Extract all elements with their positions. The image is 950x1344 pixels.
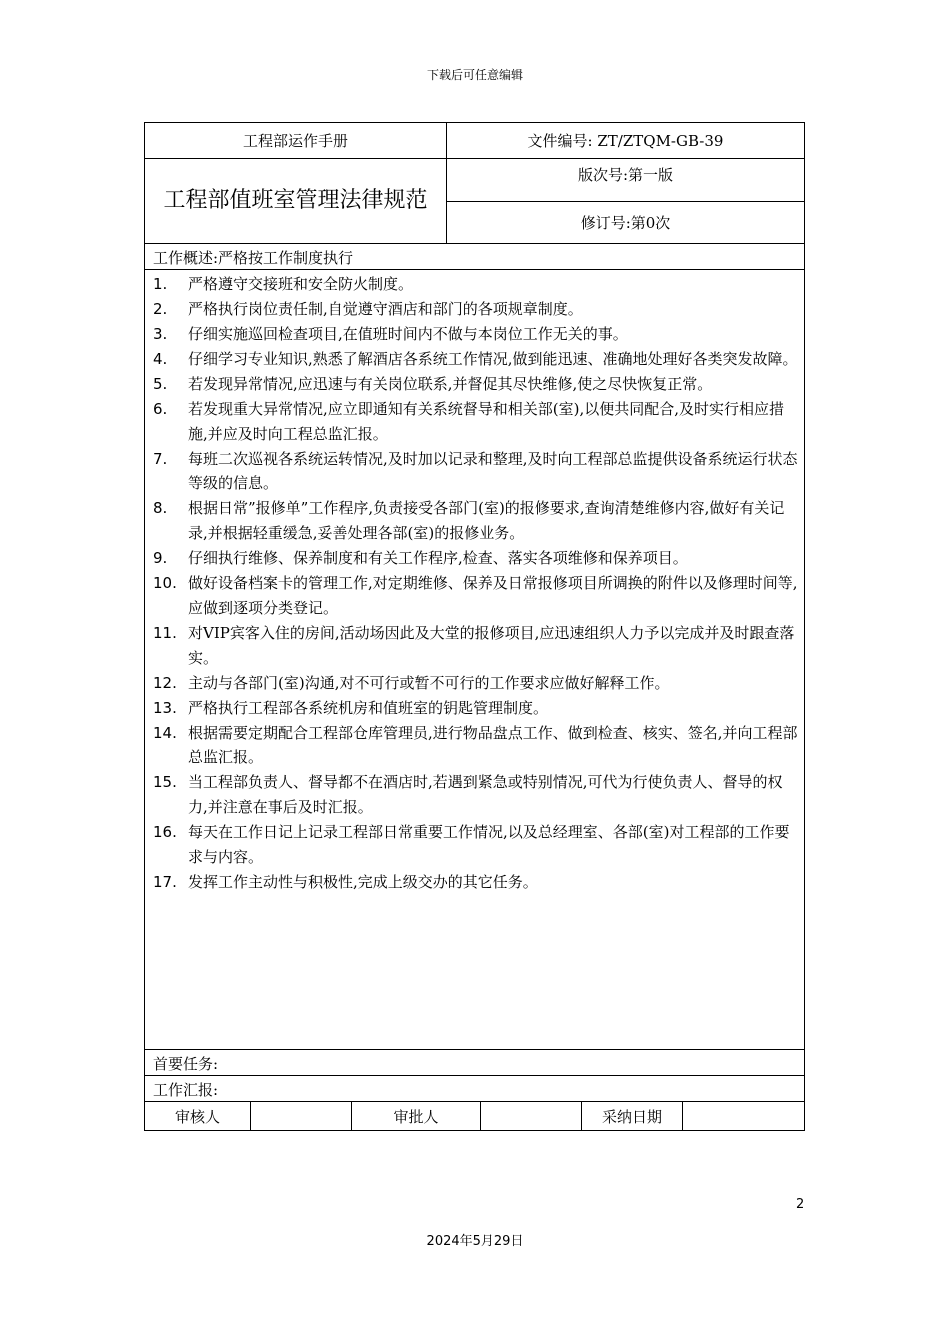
duty-item-text: 严格遵守交接班和安全防火制度。 — [188, 275, 414, 293]
reviewer-label: 审核人 — [174, 1108, 220, 1126]
duty-item — [153, 347, 801, 372]
row-divider — [145, 269, 804, 270]
duty-item — [153, 546, 801, 571]
page-header: 下载后可任意编辑 — [426, 68, 523, 82]
row-divider — [145, 1049, 804, 1050]
page-date: 2024年5月29日 — [426, 1234, 524, 1249]
duty-item-number: 13. — [153, 698, 177, 717]
duty-item — [153, 696, 801, 721]
duty-item-text: 严格执行岗位责任制,自觉遵守酒店和部门的各项规章制度。 — [188, 300, 583, 318]
duty-item-text: 根据日常”报修单”工作程序,负责接受各部门(室)的报修要求,查询清楚维修内容,做好有关记录,并根据轻重缓急,妥善处理各部(室)的报修业务。 — [188, 499, 785, 543]
duty-item-number: 14. — [153, 723, 177, 742]
row-divider — [145, 243, 804, 244]
duty-item — [153, 820, 801, 869]
duty-item-number: 4. — [153, 350, 168, 368]
duty-item-text: 严格执行工程部各系统机房和值班室的钥匙管理制度。 — [188, 698, 549, 717]
duty-item-number: 16. — [153, 822, 177, 841]
duty-item — [153, 397, 801, 446]
version-number: 版次号:第一版 — [577, 165, 674, 184]
document-table — [144, 122, 805, 1131]
duty-item-text: 每班二次巡视各系统运转情况,及时加以记录和整理,及时向工程部总监提供设备系统运行状态等级的信息。 — [188, 449, 798, 493]
duty-item-number: 2. — [153, 300, 168, 318]
duty-item — [153, 372, 801, 397]
duty-item-number: 17. — [153, 872, 177, 891]
duty-item-number: 3. — [153, 325, 168, 343]
duty-item-text: 若发现异常情况,应迅速与有关岗位联系,并督促其尽快维修,使之尽快恢复正常。 — [188, 375, 713, 393]
duty-item-number: 11. — [153, 623, 177, 642]
duty-item-text: 仔细执行维修、保养制度和有关工作程序,检查、落实各项维修和保养项目。 — [188, 549, 688, 568]
adopt-date-label: 采纳日期 — [601, 1108, 662, 1126]
duty-item-text: 若发现重大异常情况,应立即通知有关系统督导和相关部(室),以便共同配合,及时实行相应措施,并应及时向工程总监汇报。 — [188, 400, 785, 443]
revision-number: 修订号:第0次 — [580, 214, 671, 232]
primary-task-label: 首要任务: — [153, 1055, 219, 1073]
duty-item-number: 9. — [153, 549, 168, 568]
manual-name: 工程部运作手册 — [242, 132, 348, 150]
duty-list — [153, 272, 801, 895]
page-number: 2 — [796, 1197, 805, 1212]
adopt-date-value — [683, 1102, 804, 1131]
row-divider — [145, 1075, 804, 1076]
duty-item-number: 10. — [153, 574, 177, 593]
work-report-label: 工作汇报: — [153, 1081, 219, 1099]
duty-item-number: 15. — [153, 773, 177, 792]
duty-item — [153, 671, 801, 696]
approver-label: 审批人 — [393, 1108, 439, 1126]
duty-item-text: 仔细学习专业知识,熟悉了解酒店各系统工作情况,做到能迅速、准确地处理好各类突发故障。 — [188, 350, 798, 368]
document-number: 文件编号: ZT/ZTQM-GB-39 — [527, 132, 724, 150]
work-overview: 工作概述:严格按工作制度执行 — [153, 249, 354, 267]
duty-item-number: 5. — [153, 375, 168, 393]
duty-item-number: 8. — [153, 499, 168, 518]
duty-item-text: 对VIP宾客入住的房间,活动场因此及大堂的报修项目,应迅速组织人力予以完成并及时跟查落实。 — [188, 623, 795, 667]
duty-item-number: 12. — [153, 673, 177, 692]
duty-item-number: 6. — [153, 400, 168, 418]
duty-item-number: 1. — [153, 275, 168, 293]
document-title: 工程部值班室管理法律规范 — [163, 188, 428, 213]
approver-value — [481, 1102, 581, 1131]
duty-item — [153, 770, 801, 819]
duty-item — [153, 297, 801, 322]
duty-item-text: 发挥工作主动性与积极性,完成上级交办的其它任务。 — [188, 872, 538, 891]
duty-item-text: 做好设备档案卡的管理工作,对定期维修、保养及日常报修项目所调换的附件以及修理时间等,应做到逐项分类登记。 — [188, 574, 798, 617]
duty-item — [153, 496, 801, 545]
duty-item-text: 根据需要定期配合工程部仓库管理员,进行物品盘点工作、做到检查、核实、签名,并向工程部总监汇报。 — [188, 723, 798, 767]
duty-item — [153, 447, 801, 496]
duty-item — [153, 571, 801, 620]
duty-item — [153, 621, 801, 670]
duty-item — [153, 272, 801, 297]
duty-item-text: 当工程部负责人、督导都不在酒店时,若遇到紧急或特别情况,可代为行使负责人、督导的权力,并注意在事后及时汇报。 — [188, 773, 783, 816]
duty-item-number: 7. — [153, 449, 168, 468]
duty-item — [153, 721, 801, 770]
reviewer-value — [251, 1102, 351, 1131]
duty-item — [153, 870, 801, 895]
duty-item-text: 每天在工作日记上记录工程部日常重要工作情况,以及总经理室、各部(室)对工程部的工作要求与内容。 — [188, 822, 790, 866]
duty-item-text: 主动与各部门(室)沟通,对不可行或暂不可行的工作要求应做好解释工作。 — [188, 673, 670, 692]
duty-item-text: 仔细实施巡回检查项目,在值班时间内不做与本岗位工作无关的事。 — [188, 325, 628, 343]
duty-item — [153, 322, 801, 347]
